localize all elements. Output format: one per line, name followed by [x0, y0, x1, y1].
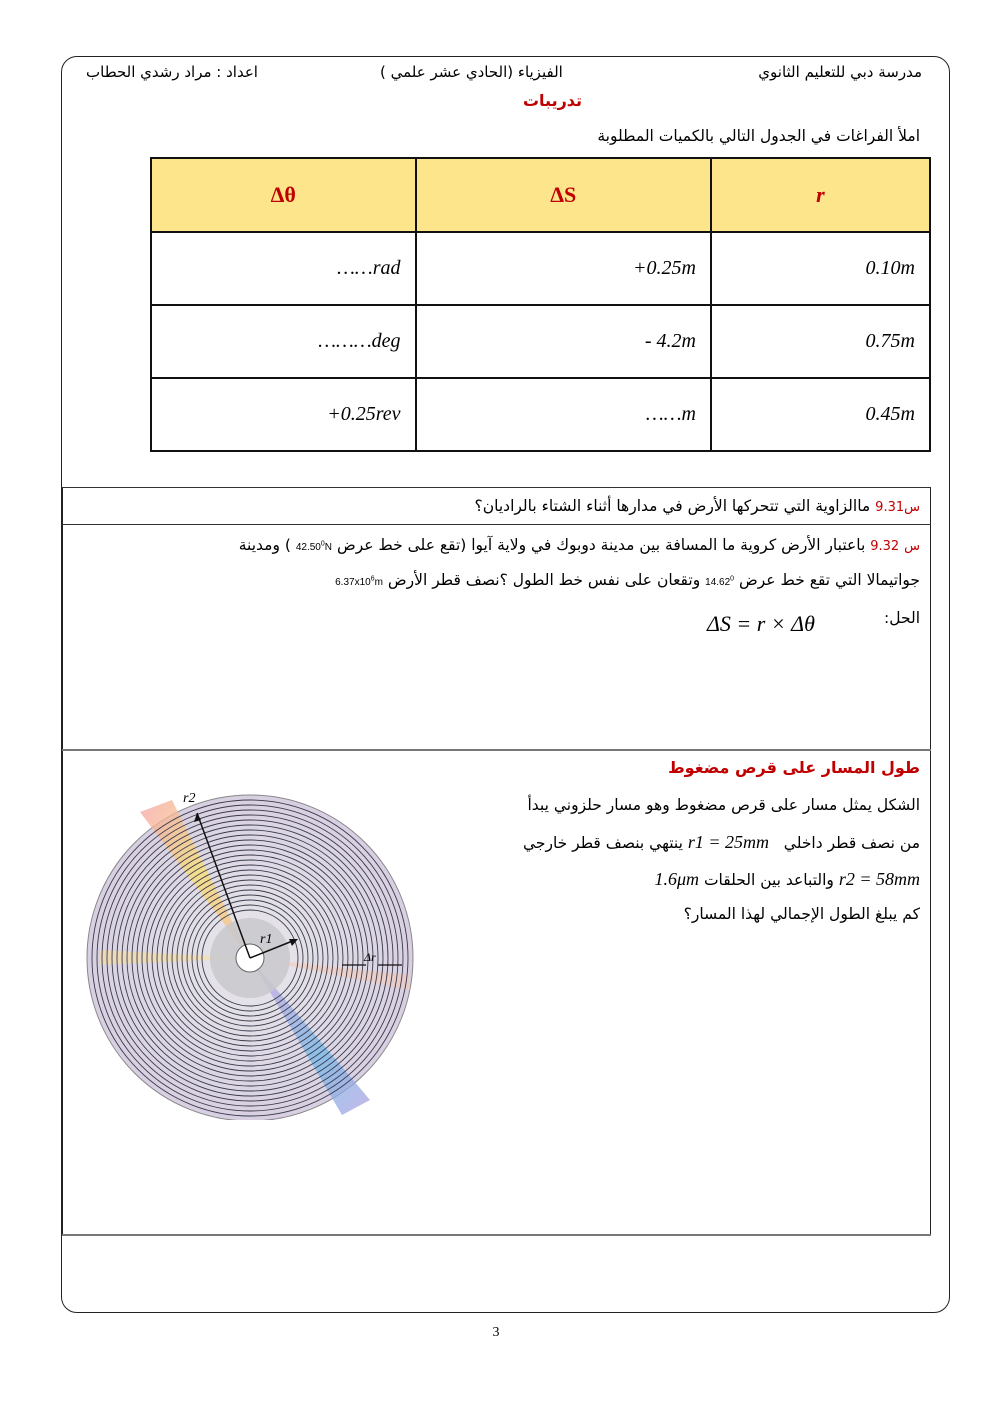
instruction-text: املأ الفراغات في الجدول التالي بالكميات المطلوبة [597, 127, 920, 145]
arc-length-formula: ΔS = r × Δθ [707, 611, 815, 636]
header-delta-s: ΔS [416, 158, 711, 232]
divider [62, 487, 931, 488]
cell-r: 0.75m [711, 305, 930, 378]
divider [62, 1234, 931, 1236]
question-text-mid: وتقعان على نفس خط الطول ؟نصف قطر الأرض [387, 571, 701, 589]
question-9-32-line2 [335, 571, 920, 589]
table-row [151, 305, 930, 378]
cell-delta-s: +0.25m [416, 232, 711, 305]
table-row [151, 232, 930, 305]
question-9-31 [475, 497, 920, 515]
question-text: ماالزاوية التي تتحركها الأرض في مدارها أثناء الشتاء بالراديان؟ [474, 497, 871, 515]
question-number: 9.31 [875, 500, 905, 515]
dr-label: Δr [364, 950, 376, 964]
cd-line-3: r2 = 58mm والتباعد بين الحلقات 1.6μm [654, 869, 920, 889]
cd-line-1: الشكل يمثل مسار على قرص مضغوط وهو مسار حلزوني يبدأ [527, 796, 920, 814]
page-number: 3 [492, 1325, 500, 1340]
divider [62, 749, 931, 751]
divider [62, 524, 931, 525]
question-9-32-line1 [239, 536, 920, 554]
cell-r: 0.45m [711, 378, 930, 451]
outer-radius-value: r2 = 58mm [838, 869, 920, 889]
question-text: باعتبار الأرض كروية ما المسافة بين مدينة دوبوك في ولاية آيوا (تقع على خط عرض [336, 536, 866, 554]
cell-r: 0.10m [711, 232, 930, 305]
table-header-row [151, 158, 930, 232]
cell-delta-theta: ……rad [151, 232, 416, 305]
header-r: r [711, 158, 930, 232]
earth-radius-value: $6.37x10^6m$ [335, 575, 383, 588]
latitude-value: 42.50$^0$N [295, 540, 333, 553]
cd-figure [80, 780, 420, 1120]
header-delta-theta: Δθ [151, 158, 416, 232]
subject-label: الفيزياء (الحادي عشر علمي ) [380, 63, 563, 81]
cd-section-title: طول المسار على قرص مضغوط [668, 758, 920, 777]
question-text: جواتيمالا التي تقع خط عرض [739, 571, 920, 589]
inner-radius-value: r1 = 25mm [687, 832, 770, 852]
cell-delta-s: ……m [416, 378, 711, 451]
fill-in-table [150, 157, 931, 452]
r2-label: r2 [183, 791, 196, 806]
cd-line-2: من نصف قطر داخلي r1 = 25mm ينتهي بنصف قطر خارجي [522, 832, 920, 852]
school-name: مدرسة دبي للتعليم الثانوي [758, 63, 922, 81]
page-title: تدريبات [522, 91, 583, 110]
question-number: 9.32 [870, 539, 900, 554]
track-spacing-value: 1.6μm [654, 869, 700, 889]
question-text-end: ) ومدينة [238, 536, 291, 554]
cell-delta-theta: ………deg [151, 305, 416, 378]
solution-label: الحل: [884, 609, 920, 627]
cd-line-4: كم يبلغ الطول الإجمالي لهذا المسار؟ [683, 905, 920, 923]
cell-delta-s: - 4.2m [416, 305, 711, 378]
r1-label: r1 [260, 932, 273, 947]
cell-delta-theta: +0.25rev [151, 378, 416, 451]
table-row [151, 378, 930, 451]
author-label: اعداد : مراد رشدي الحطاب [86, 63, 258, 81]
latitude-value: 14.62$^0$ [705, 575, 735, 588]
question-prefix: س [904, 539, 920, 554]
question-prefix: س [904, 500, 920, 515]
